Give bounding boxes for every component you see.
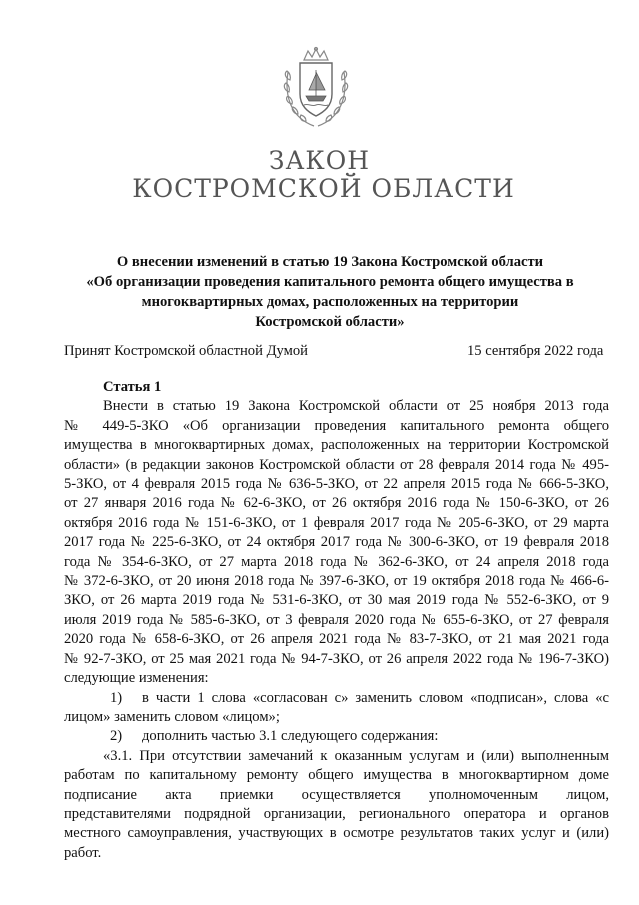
article-line: 2020 года № 658-6-ЗКО, от 26 апреля 2021 года № 83-7-ЗКО, от 21 мая 2021 года [64, 631, 609, 648]
quote-line: местного самоуправления, участвующих в осмотре результатов таких услуг и (или) [64, 825, 609, 842]
article-line: имущества в многоквартирных домах, расположенных на территории Костромской [64, 437, 609, 454]
list-item-text: дополнить частью 3.1 следующего содержания: [142, 728, 439, 745]
article-line: Внести в статью 19 Закона Костромской области от 25 ноября 2013 года [103, 398, 609, 415]
article-line: № 92-7-ЗКО, от 25 мая 2021 года № 94-7-ЗКО, от 26 апреля 2022 года № 196-7-ЗКО) [64, 650, 609, 667]
quote-line: работ. [64, 844, 102, 861]
list-item-number: 1) [110, 689, 123, 706]
article-line: июля 2019 года № 585-6-ЗКО, от 3 февраля 2020 года № 655-6-ЗКО, от 27 февраля [64, 611, 609, 628]
article-title: Статья 1 [103, 379, 162, 395]
heading-line: Костромской области» [255, 314, 405, 330]
region-name: КОСТРОМСКОЙ ОБЛАСТИ [132, 174, 515, 203]
quote-line: работам по капитальному ремонту общего имущества в многоквартирном доме [64, 767, 609, 784]
quote-line: «3.1. При отсутствии замечаний к оказанным услугам и (или) выполненным [103, 747, 609, 764]
heading-line: многоквартирных домах, расположенных на территории [141, 294, 519, 310]
article-line: № 372-6-ЗКО, от 20 июня 2018 года № 397-6-ЗКО, от 19 октября 2018 года № 466-6- [64, 573, 609, 590]
list-item-text: в части 1 слова «согласован с» заменить словом «подписан», слова «с [142, 689, 609, 706]
article-line: области» (в редакции законов Костромской области от 28 февраля 2014 года № 495- [64, 456, 609, 473]
law-word: ЗАКОН [268, 146, 371, 175]
adopted-by: Принят Костромской областной Думой [64, 343, 308, 359]
list-item-1 [64, 689, 609, 708]
quote-line: подписание акта приемки осуществляется уполномоченным лицом, [64, 786, 609, 803]
article-line: следующие изменения: [64, 670, 209, 687]
article-line: октября 2016 года № 151-6-ЗКО, от 1 февраля 2017 года № 205-6-ЗКО, от 29 марта [64, 514, 609, 531]
list-item-number: 2) [110, 728, 123, 745]
adoption-date: 15 сентября 2022 года [467, 343, 604, 359]
kostroma-coat-of-arms-icon [280, 46, 352, 130]
article-line: № 449-5-ЗКО «Об организации проведения капитального ремонта общего [64, 417, 609, 434]
list-item-2 [64, 727, 609, 746]
article-line: 2017 года № 225-6-ЗКО, от 24 октября 2017 года № 300-6-ЗКО, от 19 февраля 2018 [64, 534, 609, 551]
quote-line: представителями подрядной организации, регионального оператора и органов [64, 805, 609, 822]
list-item-continuation: лицом» заменить словом «лицом»; [64, 708, 280, 725]
heading-line: О внесении изменений в статью 19 Закона Костромской области [116, 254, 544, 270]
article-line: года № 354-6-ЗКО, от 27 марта 2018 года № 362-6-ЗКО, от 24 апреля 2018 года [64, 553, 609, 570]
article-line: ЗКО, от 26 марта 2019 года № 531-6-ЗКО, от 30 мая 2019 года № 552-6-ЗКО, от 9 [64, 592, 609, 609]
heading-line: «Об организации проведения капитального ремонта общего имущества в [86, 274, 574, 290]
article-line: 5-ЗКО, от 4 февраля 2015 года № 636-5-ЗКО, от 22 апреля 2015 года № 666-5-ЗКО, [64, 476, 609, 493]
article-body [64, 378, 609, 863]
law-heading [60, 252, 600, 332]
article-line: от 27 января 2016 года № 62-6-ЗКО, от 26 октября 2016 года № 150-6-ЗКО, от 26 [64, 495, 609, 512]
